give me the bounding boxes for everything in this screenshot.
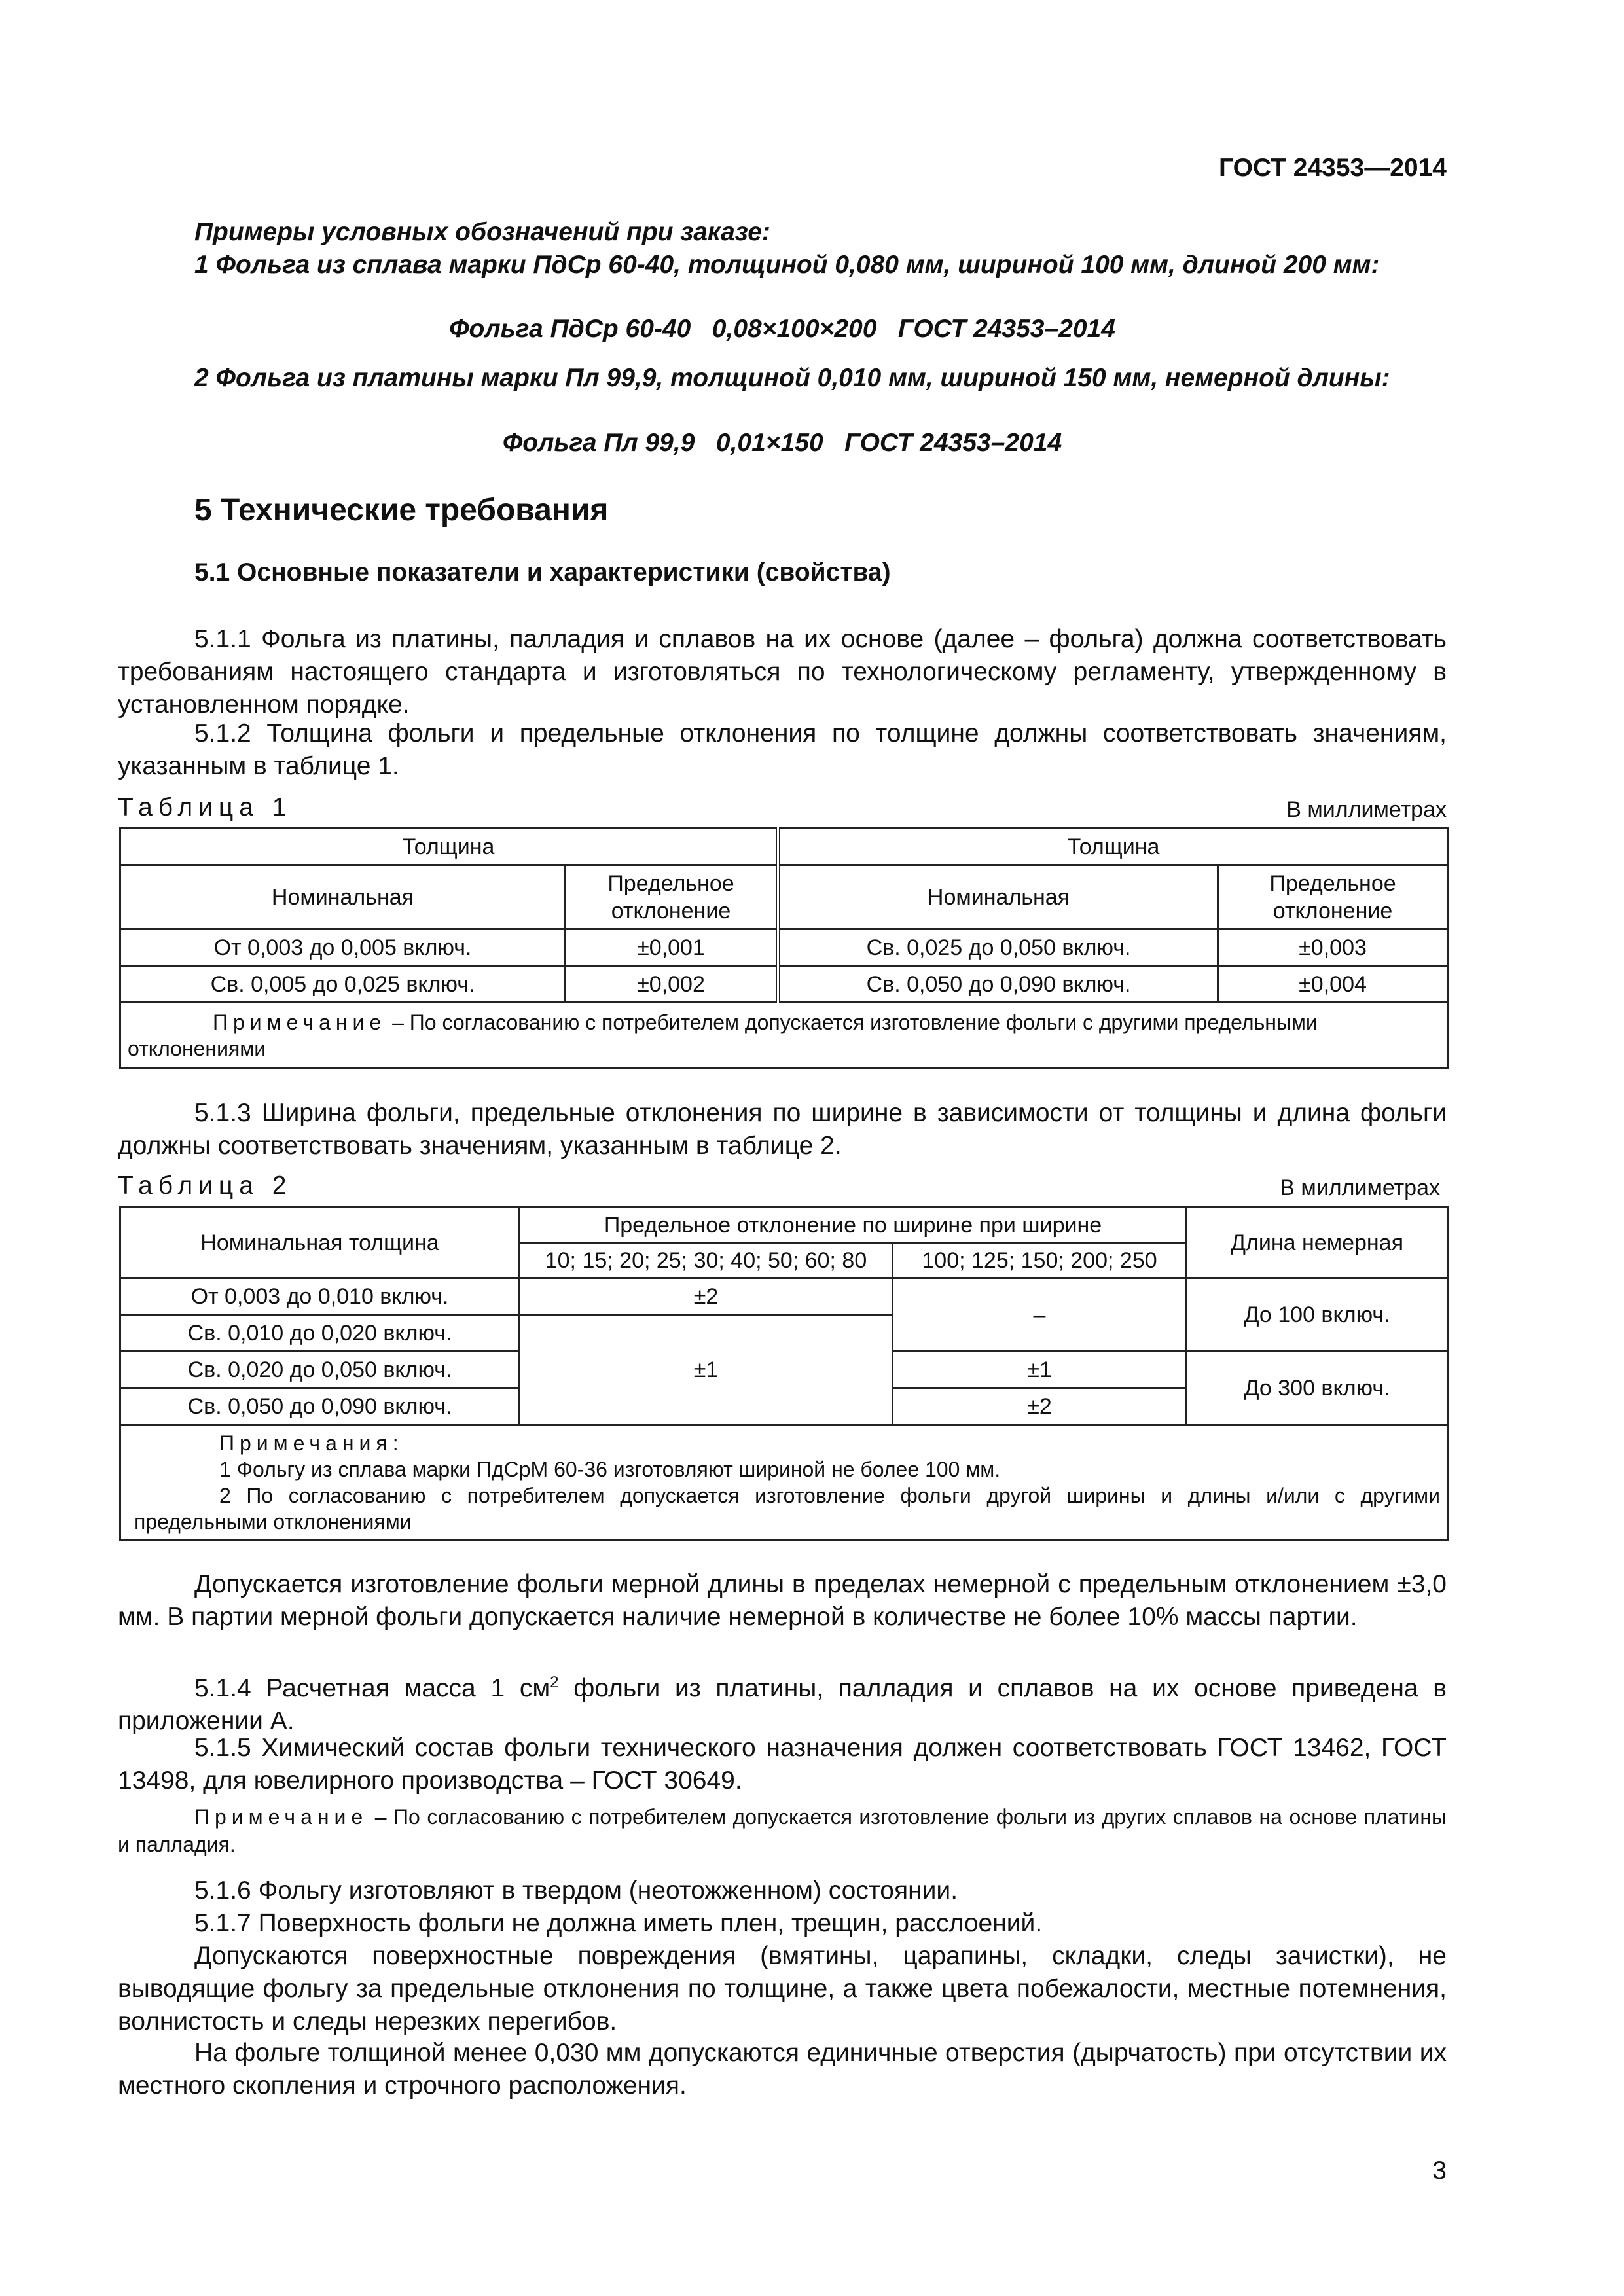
table-cell: ±0,004	[1218, 966, 1448, 1003]
table-cell: ±0,001	[566, 929, 778, 966]
examples-title: Примеры условных обозначений при заказе:	[194, 218, 770, 246]
table-row	[120, 929, 1448, 966]
table-2-notes	[120, 1425, 1448, 1540]
note-text: – По согласованию с потребителем допускается изготовление фольги с другими предельными отклонениями	[128, 1010, 1318, 1060]
table-row	[120, 865, 1448, 929]
example-2-text: 2 Фольга из платины марки Пл 99,9, толщиной 0,010 мм, шириной 150 мм, немерной длины:	[194, 364, 1390, 392]
paragraph-5-1-4: 5.1.4 Расчетная масса 1 $см^2$ фольги из платины, палладия и сплавов на их основе приведена в приложении А.	[118, 1674, 1447, 1735]
table-cell: Св. 0,020 до 0,050 включ.	[120, 1352, 520, 1388]
table-cell: ±0,003	[1218, 929, 1448, 966]
paragraph-5-1-7: 5.1.7 Поверхность фольги не должна иметь плен, трещин, расслоений.	[194, 1909, 1043, 1937]
table-row	[120, 1208, 1448, 1243]
section-5-1-heading: 5.1 Основные показатели и характеристики (свойства)	[194, 558, 891, 586]
paragraph-5-1-6: 5.1.6 Фольгу изготовляют в твердом (неотожженном) состоянии.	[194, 1876, 958, 1905]
paragraph-5-1-2: 5.1.2 Толщина фольги и предельные отклонения по толщине должны соответствовать значениям, указанным в таблице 1.	[118, 719, 1447, 780]
table-1	[119, 827, 1449, 1069]
table-1-header-thickness-left: Толщина	[120, 829, 778, 865]
note-label: Примечание	[194, 1805, 369, 1829]
table-1-caption: Таблица 1	[118, 793, 293, 821]
table-1-header-deviation: Предельное отклонение	[566, 865, 778, 929]
example-2-code: Фольга Пл 99,9 0,01×150 ГОСТ 24353–2014	[502, 429, 1062, 457]
table-1-header-thickness-right: Толщина	[778, 829, 1448, 865]
table-cell: ±1	[893, 1352, 1187, 1388]
note-1: 1 Фольгу из сплава марки ПдСрМ 60-36 изготовляют шириной не более 100 мм.	[219, 1457, 1001, 1481]
table-row	[120, 1278, 1448, 1315]
table-2-header-length: Длина немерная	[1187, 1208, 1448, 1278]
table-row	[120, 1003, 1448, 1068]
table-2-caption: Таблица 2	[118, 1172, 293, 1200]
table-1-unit: В миллиметрах	[1286, 797, 1447, 822]
paragraph-5-1-5: 5.1.5 Химический состав фольги технического назначения должен соответствовать ГОСТ 13462, ГОСТ 13498, для ювелирного производства – ГОСТ 30649.	[118, 1734, 1447, 1795]
page-number: 3	[1432, 2157, 1447, 2185]
example-1-text: 1 Фольга из сплава марки ПдСр 60-40, толщиной 0,080 мм, шириной 100 мм, длиной 200 мм:	[194, 251, 1380, 279]
table-cell: ±0,002	[566, 966, 778, 1003]
paragraph-5-1-1: 5.1.1 Фольга из платины, палладия и сплавов на их основе (далее – фольга) должна соответствовать требованиям настоящего стандарта и изготовляться по технологическому регламенту, утвержденному в установленном порядке.	[118, 625, 1447, 719]
note-text: – По согласованию с потребителем допускается изготовление фольги из других сплавов на основе платины и палладия.	[118, 1805, 1447, 1856]
table-cell: До 300 включ.	[1187, 1352, 1448, 1425]
table-2-header-width-1: 10; 15; 20; 25; 30; 40; 50; 60; 80	[520, 1243, 893, 1278]
table-row	[120, 829, 1448, 865]
paragraph-surface-defects: Допускаются поверхностные повреждения (вмятины, царапины, складки, следы зачистки), не выводящие фольгу за предельные отклонения по толщине, а также цвета побежалости, местные потемнения, волнистость и следы нерезких перегибов.	[118, 1942, 1447, 2036]
table-cell: Св. 0,050 до 0,090 включ.	[120, 1388, 520, 1425]
table-1-header-deviation: Предельное отклонение	[1218, 865, 1448, 929]
table-cell: До 100 включ.	[1187, 1278, 1448, 1352]
table-cell: ±2	[893, 1388, 1187, 1425]
table-1-header-nominal: Номинальная	[120, 865, 566, 929]
table-cell: ±2	[520, 1278, 893, 1315]
table-2-header-thickness: Номинальная толщина	[120, 1208, 520, 1278]
table-cell: –	[893, 1278, 1187, 1352]
paragraph-measured-length: Допускается изготовление фольги мерной длины в пределах немерной с предельным отклонением ±3,0 мм. В партии мерной фольги допускается наличие немерной в количестве не более 10% массы партии.	[118, 1570, 1447, 1631]
table-2-unit: В миллиметрах	[1280, 1175, 1440, 1200]
paragraph-5-1-3: 5.1.3 Ширина фольги, предельные отклонения по ширине в зависимости от толщины и длина фольги должны соответствовать значениям, указанным в таблице 2.	[118, 1099, 1447, 1160]
table-row	[120, 1425, 1448, 1540]
paragraph-holes: На фольге толщиной менее 0,030 мм допускаются единичные отверстия (дырчатость) при отсутствии их местного скопления и строчного расположения.	[118, 2039, 1447, 2100]
note-label: Примечание	[213, 1010, 387, 1034]
example-1-code: Фольга ПдСр 60-40 0,08×100×200 ГОСТ 24353–2014	[449, 315, 1115, 343]
table-2-header-width-group: Предельное отклонение по ширине при ширине	[520, 1208, 1187, 1243]
table-cell: Св. 0,025 до 0,050 включ.	[778, 929, 1218, 966]
table-cell: Св. 0,050 до 0,090 включ.	[778, 966, 1218, 1003]
table-cell: Св. 0,005 до 0,025 включ.	[120, 966, 566, 1003]
standard-code: ГОСТ 24353—2014	[1219, 154, 1447, 182]
table-1-note	[120, 1003, 1448, 1068]
note-alloys	[118, 1803, 1447, 1858]
table-2-header-width-2: 100; 125; 150; 200; 250	[893, 1243, 1187, 1278]
table-1-header-nominal: Номинальная	[778, 865, 1218, 929]
table-cell: От 0,003 до 0,010 включ.	[120, 1278, 520, 1315]
table-cell: Св. 0,010 до 0,020 включ.	[120, 1315, 520, 1352]
section-5-heading: 5 Технические требования	[194, 493, 609, 528]
table-row	[120, 966, 1448, 1003]
note-2: 2 По согласованию с потребителем допускается изготовление фольги другой ширины и длины и/или с другими предельными отклонениями	[134, 1483, 1440, 1534]
notes-label: Примечания:	[219, 1431, 404, 1455]
table-2	[119, 1206, 1449, 1541]
table-cell: ±1	[520, 1315, 893, 1425]
table-cell: От 0,003 до 0,005 включ.	[120, 929, 566, 966]
